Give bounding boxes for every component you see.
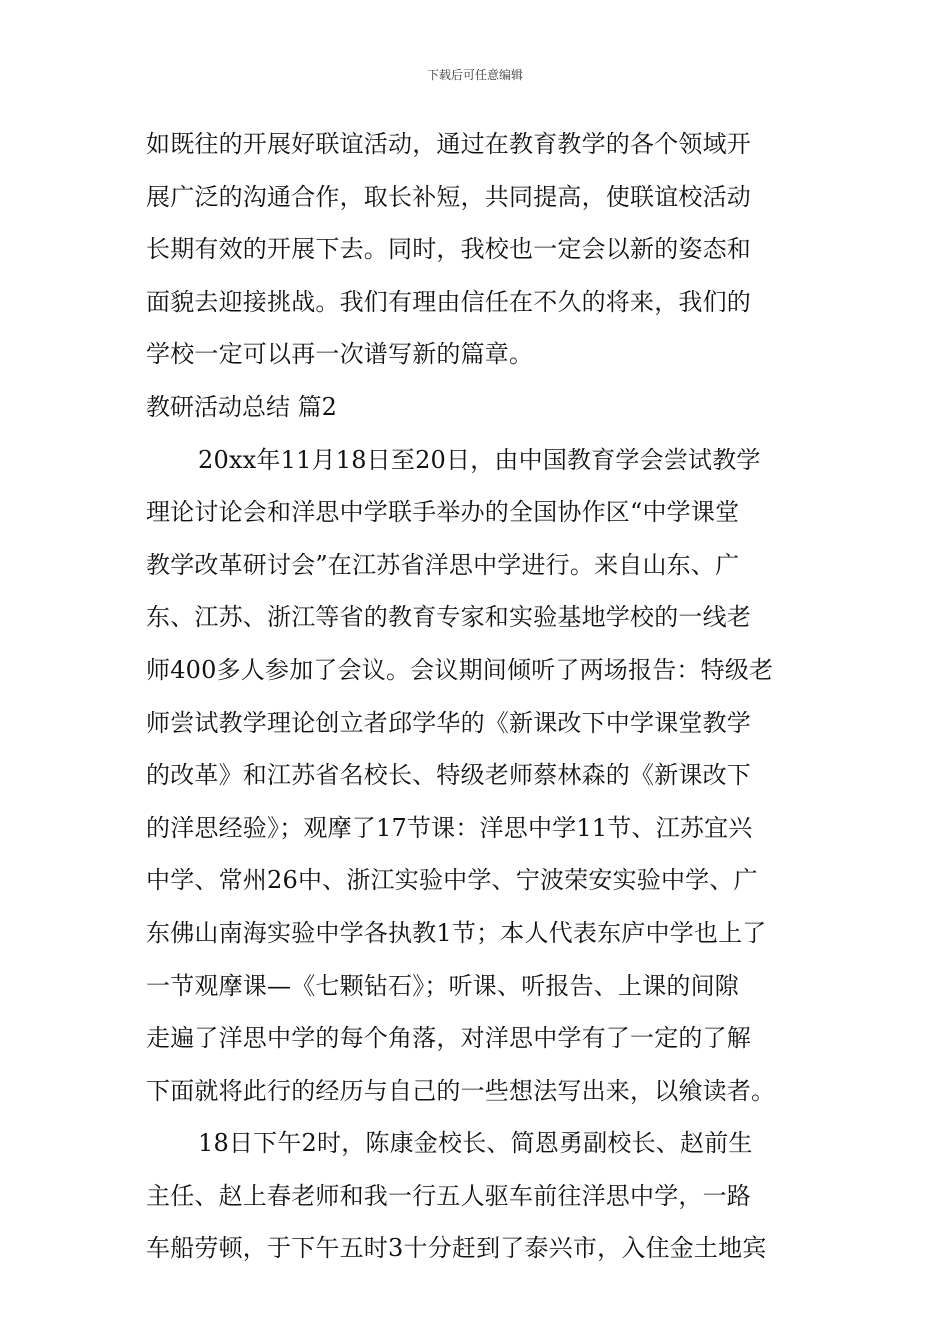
text-line: 师尝试教学理论创立者邱学华的《新课改下中学课堂教学 — [146, 708, 751, 737]
text-line: 学校一定可以再一次谱写新的篇章。 — [146, 340, 534, 369]
paragraph-start-line: 20xx年11月18日至20日，由中国教育学会尝试教学 — [198, 445, 761, 474]
page-header: 下载后可任意编辑 — [426, 68, 523, 82]
text-line: 东佛山南海实验中学各执教1节；本人代表东庐中学也上了 — [146, 918, 767, 947]
text-line: 一节观摩课—《七颗钻石》；听课、听报告、上课的间隙 — [146, 971, 739, 1000]
text-line: 走遍了洋思中学的每个角落，对洋思中学有了一定的了解 — [146, 1024, 751, 1053]
paragraph-start-line: 18日下午2时，陈康金校长、简恩勇副校长、赵前生 — [198, 1129, 753, 1158]
text-line: 面貌去迎接挑战。我们有理由信任在不久的将来，我们的 — [146, 287, 751, 316]
text-line: 理论讨论会和洋思中学联手举办的全国协作区“中学课堂 — [146, 498, 740, 527]
text-line: 师400多人参加了会议。会议期间倾听了两场报告：特级老 — [146, 655, 774, 684]
text-line: 如既往的开展好联谊活动，通过在教育教学的各个领域开 — [146, 130, 751, 158]
text-line: 东、江苏、浙江等省的教育专家和实验基地学校的一线老 — [146, 603, 751, 632]
text-line: 的改革》和江苏省名校长、特级老师蔡林森的《新课改下 — [146, 761, 751, 790]
text-line: 展广泛的沟通合作，取长补短，共同提高，使联谊校活动 — [146, 182, 751, 211]
text-line: 长期有效的开展下去。同时，我校也一定会以新的姿态和 — [146, 235, 751, 264]
text-line: 教学改革研讨会”在江苏省洋思中学进行。来自山东、广 — [146, 550, 740, 579]
section-heading: 教研活动总结 篇2 — [146, 392, 337, 421]
text-line: 主任、赵上春老师和我一行五人驱车前往洋思中学，一路 — [146, 1181, 751, 1210]
text-line: 车船劳顿，于下午五时3十分赶到了泰兴市，入住金土地宾 — [146, 1234, 767, 1263]
document-body — [146, 118, 806, 1275]
text-line: 中学、常州26中、浙江实验中学、宁波荣安实验中学、广 — [146, 866, 758, 895]
text-line: 下面就将此行的经历与自己的一些想法写出来，以飨读者。 — [146, 1076, 776, 1105]
text-line: 的洋思经验》；观摩了17节课：洋思中学11节、江苏宜兴 — [146, 813, 753, 842]
